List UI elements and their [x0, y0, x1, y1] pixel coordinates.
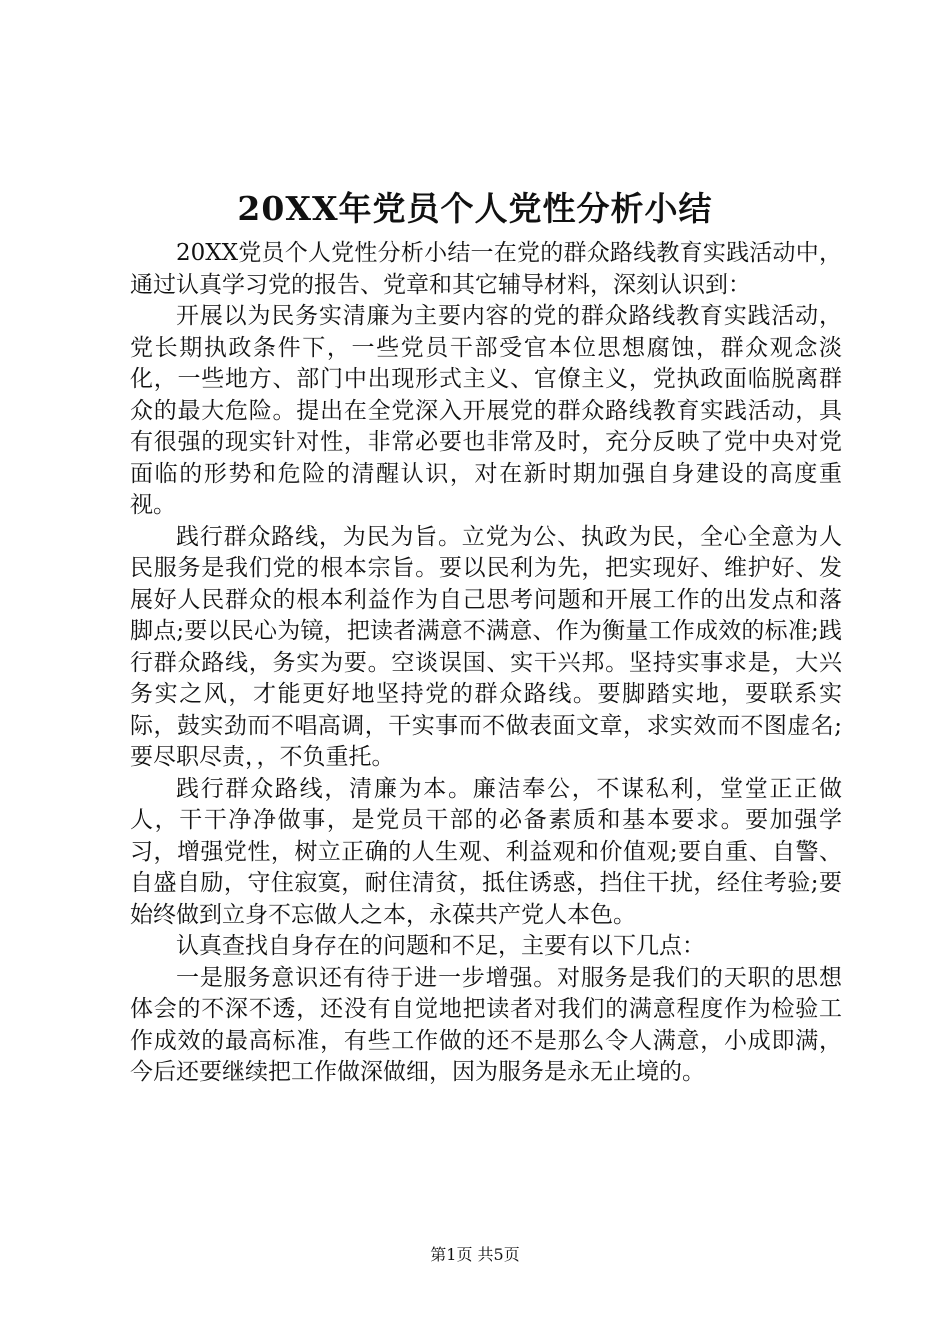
paragraph-problems-heading: 认真查找自身存在的问题和不足，主要有以下几点：	[176, 933, 705, 959]
page-number-footer: 第1页 共5页	[430, 1245, 520, 1264]
paragraph-problem-one: 一是服务意识还有待于进一步增强。对服务是我们的天职的思想体会的不深不透，还没有自觉地把读者对我们的满意程度作为检验工作成效的最高标准，有些工作做的还不是那么令人满意，小成即满，今后还要继续把工作做深做细，因为服务是永无止境的。	[130, 964, 842, 1085]
paragraph-background: 开展以为民务实清廉为主要内容的党的群众路线教育实践活动，党长期执政条件下，一些党员干部受官本位思想腐蚀，群众观念淡化，一些地方、部门中出现形式主义、官僚主义，党执政面临脱离群众的最大危险。提出在全党深入开展党的群众路线教育实践活动，具有很强的现实针对性，非常必要也非常及时，充分反映了党中央对党面临的形势和危险的清醒认识，对在新时期加强自身建设的高度重视。	[130, 303, 842, 518]
paragraph-serve-people: 践行群众路线，为民为旨。立党为公、执政为民，全心全意为人民服务是我们党的根本宗旨。要以民利为先，把实现好、维护好、发展好人民群众的根本利益作为自己思考问题和开展工作的出发点和落脚点;要以民心为镜，把读者满意不满意、作为衡量工作成效的标准;践行群众路线，务实为要。空谈误国、实干兴邦。坚持实事求是，大兴务实之风，才能更好地坚持党的群众路线。要脚踏实地，要联系实际，鼓实劲而不唱高调，干实事而不做表面文章，求实效而不图虚名;要尽职尽责，，不负重托。	[130, 523, 842, 770]
paragraph-intro: 20XX党员个人党性分析小结一在党的群众路线教育实践活动中，通过认真学习党的报告、党章和其它辅导材料，深刻认识到：	[130, 240, 842, 298]
document-title: 20XX年党员个人党性分析小结	[237, 189, 713, 228]
document-body	[130, 238, 842, 1089]
paragraph-integrity: 践行群众路线，清廉为本。廉洁奉公，不谋私利，堂堂正正做人，干干净净做事，是党员干部的必备素质和基本要求。要加强学习，增强党性，树立正确的人生观、利益观和价值观;要自重、自警、自盛自励，守住寂寞，耐住清贫，抵住诱惑，挡住干扰，经住考验;要始终做到立身不忘做人之本，永葆共产党人本色。	[130, 775, 842, 928]
